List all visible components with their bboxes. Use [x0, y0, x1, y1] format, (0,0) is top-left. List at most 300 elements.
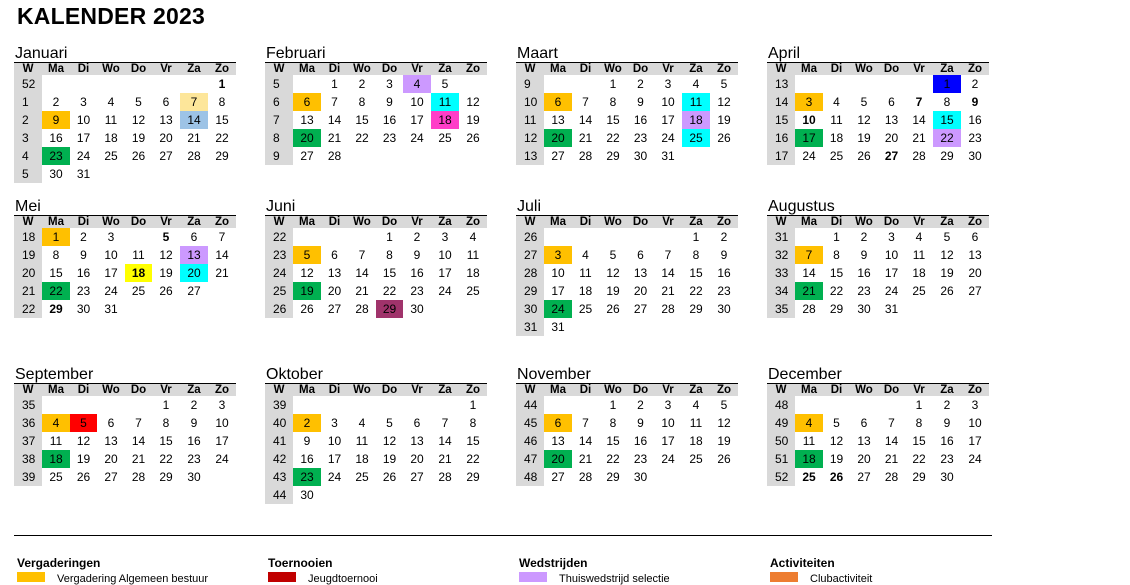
- week-number: 48: [516, 468, 544, 486]
- day-cell: 22: [829, 284, 844, 298]
- day-cell: [208, 468, 236, 486]
- day-cell: 11: [49, 434, 63, 448]
- day-cell: [710, 318, 738, 336]
- day-cell: 24: [661, 131, 675, 145]
- day-cell: [850, 75, 878, 93]
- day-cell: 4: [107, 95, 115, 109]
- month-name: November: [516, 367, 738, 384]
- day-cell: [70, 75, 97, 93]
- day-cell: 26: [606, 302, 620, 316]
- day-cell: 3: [107, 230, 115, 244]
- weekday-header: Do: [381, 384, 398, 396]
- day-cell: [97, 396, 125, 414]
- day-cell: [321, 486, 348, 504]
- day-cell: 9: [303, 434, 311, 448]
- day-cell: 27: [410, 470, 424, 484]
- week-row: [767, 396, 989, 414]
- day-cell: [961, 468, 989, 486]
- weekday-header: Zo: [716, 384, 732, 396]
- month-november: [516, 367, 738, 486]
- weekday-header-row: [516, 63, 738, 75]
- day-cell: 12: [466, 95, 480, 109]
- weekday-header: Do: [632, 384, 649, 396]
- day-cell: 8: [358, 95, 366, 109]
- day-cell-highlighted: 5: [70, 414, 97, 432]
- day-cell: 26: [829, 470, 844, 484]
- legend-swatch: [17, 572, 45, 582]
- week-number: 31: [516, 318, 544, 336]
- day-cell: 20: [327, 284, 342, 298]
- week-number: 48: [767, 396, 795, 414]
- week-number: 43: [265, 468, 293, 486]
- day-cell: 9: [190, 416, 198, 430]
- day-cell-highlighted: 6: [293, 93, 321, 111]
- week-number: 50: [767, 432, 795, 450]
- weekday-header: Wo: [353, 216, 371, 228]
- day-cell: [933, 300, 961, 318]
- day-cell: 24: [104, 284, 118, 298]
- day-cell: [125, 75, 152, 93]
- day-cell: 8: [218, 95, 226, 109]
- weekday-header: W: [524, 384, 536, 396]
- day-cell: 17: [661, 113, 675, 127]
- week-number: 47: [516, 450, 544, 468]
- day-cell: [348, 147, 376, 165]
- day-cell-highlighted: 11: [682, 93, 710, 111]
- week-number: 23: [265, 246, 293, 264]
- week-number: 26: [265, 300, 293, 318]
- day-cell-highlighted: 2: [293, 414, 321, 432]
- day-cell: 10: [327, 434, 342, 448]
- week-row: [14, 111, 236, 129]
- day-cell: 28: [884, 470, 899, 484]
- week-row: [14, 450, 236, 468]
- day-cell: 31: [104, 302, 118, 316]
- day-cell: 4: [692, 398, 700, 412]
- day-cell-highlighted: 20: [293, 129, 321, 147]
- month-juli: [516, 199, 738, 336]
- day-cell: 20: [968, 266, 982, 280]
- day-cell: 9: [860, 248, 868, 262]
- day-cell: 30: [76, 302, 91, 316]
- day-cell-highlighted: 6: [544, 414, 572, 432]
- weekday-header: Zo: [465, 384, 481, 396]
- weekday-header: Ma: [801, 384, 817, 396]
- week-number: 9: [516, 75, 544, 93]
- day-cell: 29: [466, 470, 480, 484]
- week-number: 44: [265, 486, 293, 504]
- day-cell-highlighted: 23: [293, 468, 321, 486]
- day-cell: 16: [410, 266, 424, 280]
- week-number: 31: [767, 228, 795, 246]
- week-number: 32: [767, 246, 795, 264]
- day-cell: 14: [578, 113, 593, 127]
- week-row: [265, 468, 487, 486]
- day-cell: 2: [720, 230, 728, 244]
- month-januari: [14, 46, 236, 183]
- weekday-header: W: [22, 384, 34, 396]
- day-cell: 19: [131, 131, 146, 145]
- page-title: KALENDER 2023: [17, 3, 205, 29]
- month-april: [767, 46, 989, 165]
- day-cell: 25: [802, 470, 816, 484]
- day-cell: 4: [833, 95, 840, 109]
- day-cell: 15: [159, 434, 173, 448]
- day-cell-highlighted: 11: [431, 93, 459, 111]
- weekday-header: Do: [883, 216, 900, 228]
- day-cell: 19: [159, 266, 173, 280]
- day-cell: [180, 165, 208, 183]
- day-cell: 16: [300, 452, 314, 466]
- day-cell: 29: [606, 149, 620, 163]
- day-cell: [572, 228, 599, 246]
- month-juni: [265, 199, 487, 318]
- weekday-header: Wo: [102, 384, 120, 396]
- day-cell: 14: [912, 113, 926, 127]
- legend-label: Clubactiviteit: [810, 573, 873, 585]
- day-cell: [682, 468, 710, 486]
- day-cell: 2: [190, 398, 198, 412]
- day-cell: 19: [466, 113, 480, 127]
- weekday-header: Zo: [716, 63, 732, 75]
- day-cell: 9: [637, 416, 644, 430]
- day-cell: [348, 396, 376, 414]
- weekday-header: W: [524, 63, 536, 75]
- weekday-header: Ma: [299, 216, 315, 228]
- day-cell: 5: [720, 77, 728, 91]
- day-cell: 27: [551, 149, 565, 163]
- weekday-header: Za: [940, 216, 954, 228]
- day-cell: 21: [355, 284, 369, 298]
- week-number: 49: [767, 414, 795, 432]
- day-cell: [208, 300, 236, 318]
- week-row: [767, 93, 989, 111]
- day-cell: 2: [80, 230, 87, 244]
- week-row: [14, 396, 236, 414]
- week-row: [265, 246, 487, 264]
- weekday-header: Do: [130, 384, 147, 396]
- week-row: [265, 414, 487, 432]
- day-cell: 24: [661, 452, 675, 466]
- day-cell-highlighted: 14: [180, 111, 208, 129]
- day-cell: [152, 300, 180, 318]
- day-cell: [710, 468, 738, 486]
- day-cell: 17: [104, 266, 118, 280]
- week-number: 36: [14, 414, 42, 432]
- day-cell: 12: [159, 248, 173, 262]
- week-row: [516, 318, 738, 336]
- day-cell: 10: [661, 95, 675, 109]
- weekday-header: Za: [689, 216, 703, 228]
- week-row: [14, 300, 236, 318]
- weekday-header: Do: [883, 63, 900, 75]
- day-cell: 22: [355, 131, 369, 145]
- day-cell: 26: [717, 452, 731, 466]
- day-cell: [627, 318, 654, 336]
- weekday-header-row: [265, 63, 487, 75]
- day-cell: 8: [915, 416, 923, 430]
- week-number: 1: [14, 93, 42, 111]
- week-row: [265, 111, 487, 129]
- day-cell: 16: [633, 434, 648, 448]
- day-cell: 30: [633, 149, 648, 163]
- day-cell: 4: [358, 416, 366, 430]
- day-cell: 2: [860, 230, 868, 244]
- day-cell: 19: [382, 452, 397, 466]
- day-cell: 7: [218, 230, 226, 244]
- day-cell: [459, 486, 487, 504]
- day-cell: 21: [187, 131, 201, 145]
- day-cell: 3: [441, 230, 449, 244]
- day-cell: 10: [76, 113, 91, 127]
- week-row: [516, 129, 738, 147]
- day-cell: 10: [215, 416, 229, 430]
- weekday-header: Di: [77, 63, 90, 75]
- day-cell: 20: [159, 131, 173, 145]
- week-row: [14, 282, 236, 300]
- weekday-header-row: [767, 63, 989, 75]
- day-cell: 14: [578, 434, 593, 448]
- weekday-header: Vr: [913, 216, 925, 228]
- week-number: 9: [265, 147, 293, 165]
- day-cell-highlighted: 18: [682, 111, 710, 129]
- day-cell: 28: [578, 470, 593, 484]
- day-cell: 20: [884, 131, 899, 145]
- day-cell: 16: [633, 113, 648, 127]
- week-number: 39: [14, 468, 42, 486]
- day-cell: 8: [386, 248, 393, 262]
- day-cell: [459, 75, 487, 93]
- weekday-header-row: [14, 384, 236, 396]
- day-cell: 18: [689, 434, 703, 448]
- day-cell: 26: [159, 284, 173, 298]
- day-cell: 25: [689, 452, 703, 466]
- day-cell: 1: [915, 398, 923, 412]
- week-number: 8: [265, 129, 293, 147]
- day-cell: [431, 486, 459, 504]
- day-cell: 29: [912, 470, 926, 484]
- day-cell: [348, 486, 376, 504]
- day-cell-highlighted: 13: [180, 246, 208, 264]
- day-cell: 19: [829, 452, 844, 466]
- week-row: [14, 432, 236, 450]
- day-cell: [627, 228, 654, 246]
- week-row: [516, 432, 738, 450]
- day-cell: 18: [104, 131, 118, 145]
- week-number: 40: [265, 414, 293, 432]
- month-name: September: [14, 367, 236, 384]
- week-number: 7: [265, 111, 293, 129]
- day-cell: [321, 228, 348, 246]
- day-cell: 15: [606, 434, 620, 448]
- week-number: 34: [767, 282, 795, 300]
- day-cell: 1: [331, 77, 338, 91]
- day-cell: [795, 396, 823, 414]
- day-cell: 29: [606, 470, 620, 484]
- weekday-header: Do: [381, 63, 398, 75]
- day-cell-highlighted: 22: [42, 282, 70, 300]
- day-cell: 1: [386, 230, 393, 244]
- day-cell: 19: [717, 113, 731, 127]
- day-cell: 21: [327, 131, 342, 145]
- day-cell: 26: [466, 131, 480, 145]
- day-cell: 22: [159, 452, 173, 466]
- week-row: [516, 75, 738, 93]
- day-cell-highlighted: 18: [431, 111, 459, 129]
- day-cell: 14: [355, 266, 369, 280]
- weekday-header: Di: [328, 216, 341, 228]
- day-cell-highlighted: 24: [544, 300, 572, 318]
- month-name: Juni: [265, 199, 487, 216]
- weekday-header-row: [516, 384, 738, 396]
- day-cell: 14: [884, 434, 899, 448]
- day-cell: 3: [218, 398, 226, 412]
- day-cell: 23: [633, 131, 648, 145]
- weekday-header: Di: [328, 384, 341, 396]
- day-cell: 6: [190, 230, 198, 244]
- day-cell: 31: [76, 167, 91, 181]
- day-cell-highlighted: 1: [42, 228, 70, 246]
- day-cell: 6: [888, 95, 895, 109]
- day-cell: 17: [327, 452, 342, 466]
- day-cell: 24: [884, 284, 899, 298]
- day-cell: 13: [633, 266, 648, 280]
- weekday-header: Wo: [353, 384, 371, 396]
- week-number: 46: [516, 432, 544, 450]
- weekday-header: W: [273, 384, 285, 396]
- weekday-header: Ma: [550, 216, 566, 228]
- day-cell: 25: [49, 470, 63, 484]
- day-cell: 21: [438, 452, 452, 466]
- day-cell: 23: [410, 284, 424, 298]
- weekday-header: W: [524, 216, 536, 228]
- day-cell: [961, 300, 989, 318]
- weekday-header: Vr: [662, 216, 674, 228]
- day-cell: 14: [802, 266, 816, 280]
- week-number: 12: [516, 129, 544, 147]
- day-cell-highlighted: 4: [42, 414, 70, 432]
- weekday-header: Ma: [550, 384, 566, 396]
- week-number: 18: [14, 228, 42, 246]
- day-cell: 6: [637, 248, 644, 262]
- day-cell: 14: [661, 266, 675, 280]
- day-cell: 28: [438, 470, 452, 484]
- day-cell: 16: [940, 434, 954, 448]
- week-row: [767, 111, 989, 129]
- month-name: Maart: [516, 46, 738, 63]
- day-cell: [376, 147, 403, 165]
- day-cell: 24: [215, 452, 229, 466]
- day-cell: 20: [633, 284, 648, 298]
- day-cell: 5: [441, 77, 449, 91]
- weekday-header: Za: [689, 63, 703, 75]
- day-cell: [795, 75, 823, 93]
- day-cell: 11: [912, 248, 926, 262]
- weekday-header: Zo: [967, 384, 983, 396]
- day-cell: [431, 396, 459, 414]
- day-cell: [544, 396, 572, 414]
- day-cell: 2: [637, 398, 644, 412]
- day-cell: [654, 468, 682, 486]
- day-cell: 5: [162, 230, 170, 244]
- day-cell: 21: [578, 131, 593, 145]
- day-cell: 8: [833, 248, 840, 262]
- day-cell: 13: [104, 434, 118, 448]
- day-cell: 20: [410, 452, 424, 466]
- day-cell: 1: [609, 398, 617, 412]
- week-number: 15: [767, 111, 795, 129]
- day-cell: 23: [940, 452, 954, 466]
- day-cell: 29: [49, 302, 63, 316]
- weekday-header: Do: [381, 216, 398, 228]
- day-cell: 1: [609, 77, 617, 91]
- day-cell: 7: [441, 416, 449, 430]
- day-cell: 13: [968, 248, 982, 262]
- day-cell: 27: [300, 149, 314, 163]
- day-cell: [403, 486, 431, 504]
- week-number: 37: [14, 432, 42, 450]
- day-cell: 3: [80, 95, 87, 109]
- day-cell: 30: [49, 167, 63, 181]
- day-cell: 28: [187, 149, 201, 163]
- legend-divider: [14, 535, 992, 536]
- day-cell: 7: [358, 248, 366, 262]
- day-cell: 8: [469, 416, 477, 430]
- day-cell-highlighted: 17: [795, 129, 823, 147]
- week-row: [767, 129, 989, 147]
- day-cell: 21: [884, 452, 899, 466]
- weekday-header: Ma: [48, 384, 64, 396]
- day-cell: 6: [162, 95, 170, 109]
- weekday-header-row: [767, 216, 989, 228]
- week-row: [14, 93, 236, 111]
- weekday-header: Wo: [102, 216, 120, 228]
- week-number: 52: [767, 468, 795, 486]
- week-row: [516, 147, 738, 165]
- day-cell: 12: [857, 113, 871, 127]
- day-cell: 3: [386, 77, 393, 91]
- week-row: [265, 486, 487, 504]
- day-cell: [431, 300, 459, 318]
- day-cell: [180, 300, 208, 318]
- day-cell: [97, 165, 125, 183]
- legend-swatch: [519, 572, 547, 582]
- week-number: 45: [516, 414, 544, 432]
- day-cell: 21: [912, 131, 926, 145]
- week-number: 10: [516, 93, 544, 111]
- day-cell: 3: [664, 398, 672, 412]
- day-cell: 28: [131, 470, 146, 484]
- week-row: [265, 264, 487, 282]
- weekday-header: Za: [689, 384, 703, 396]
- weekday-header: Vr: [160, 63, 172, 75]
- week-row: [767, 432, 989, 450]
- day-cell: 27: [633, 302, 648, 316]
- day-cell: 13: [884, 113, 899, 127]
- day-cell: 15: [912, 434, 926, 448]
- day-cell: 11: [830, 113, 843, 127]
- day-cell: [42, 75, 70, 93]
- day-cell: 30: [187, 470, 201, 484]
- day-cell: 30: [717, 302, 731, 316]
- day-cell: 16: [857, 266, 871, 280]
- day-cell: 27: [187, 284, 201, 298]
- day-cell: 27: [159, 149, 173, 163]
- day-cell: 6: [107, 416, 115, 430]
- day-cell: 19: [857, 131, 871, 145]
- day-cell: [654, 318, 682, 336]
- weekday-header: Vr: [411, 63, 423, 75]
